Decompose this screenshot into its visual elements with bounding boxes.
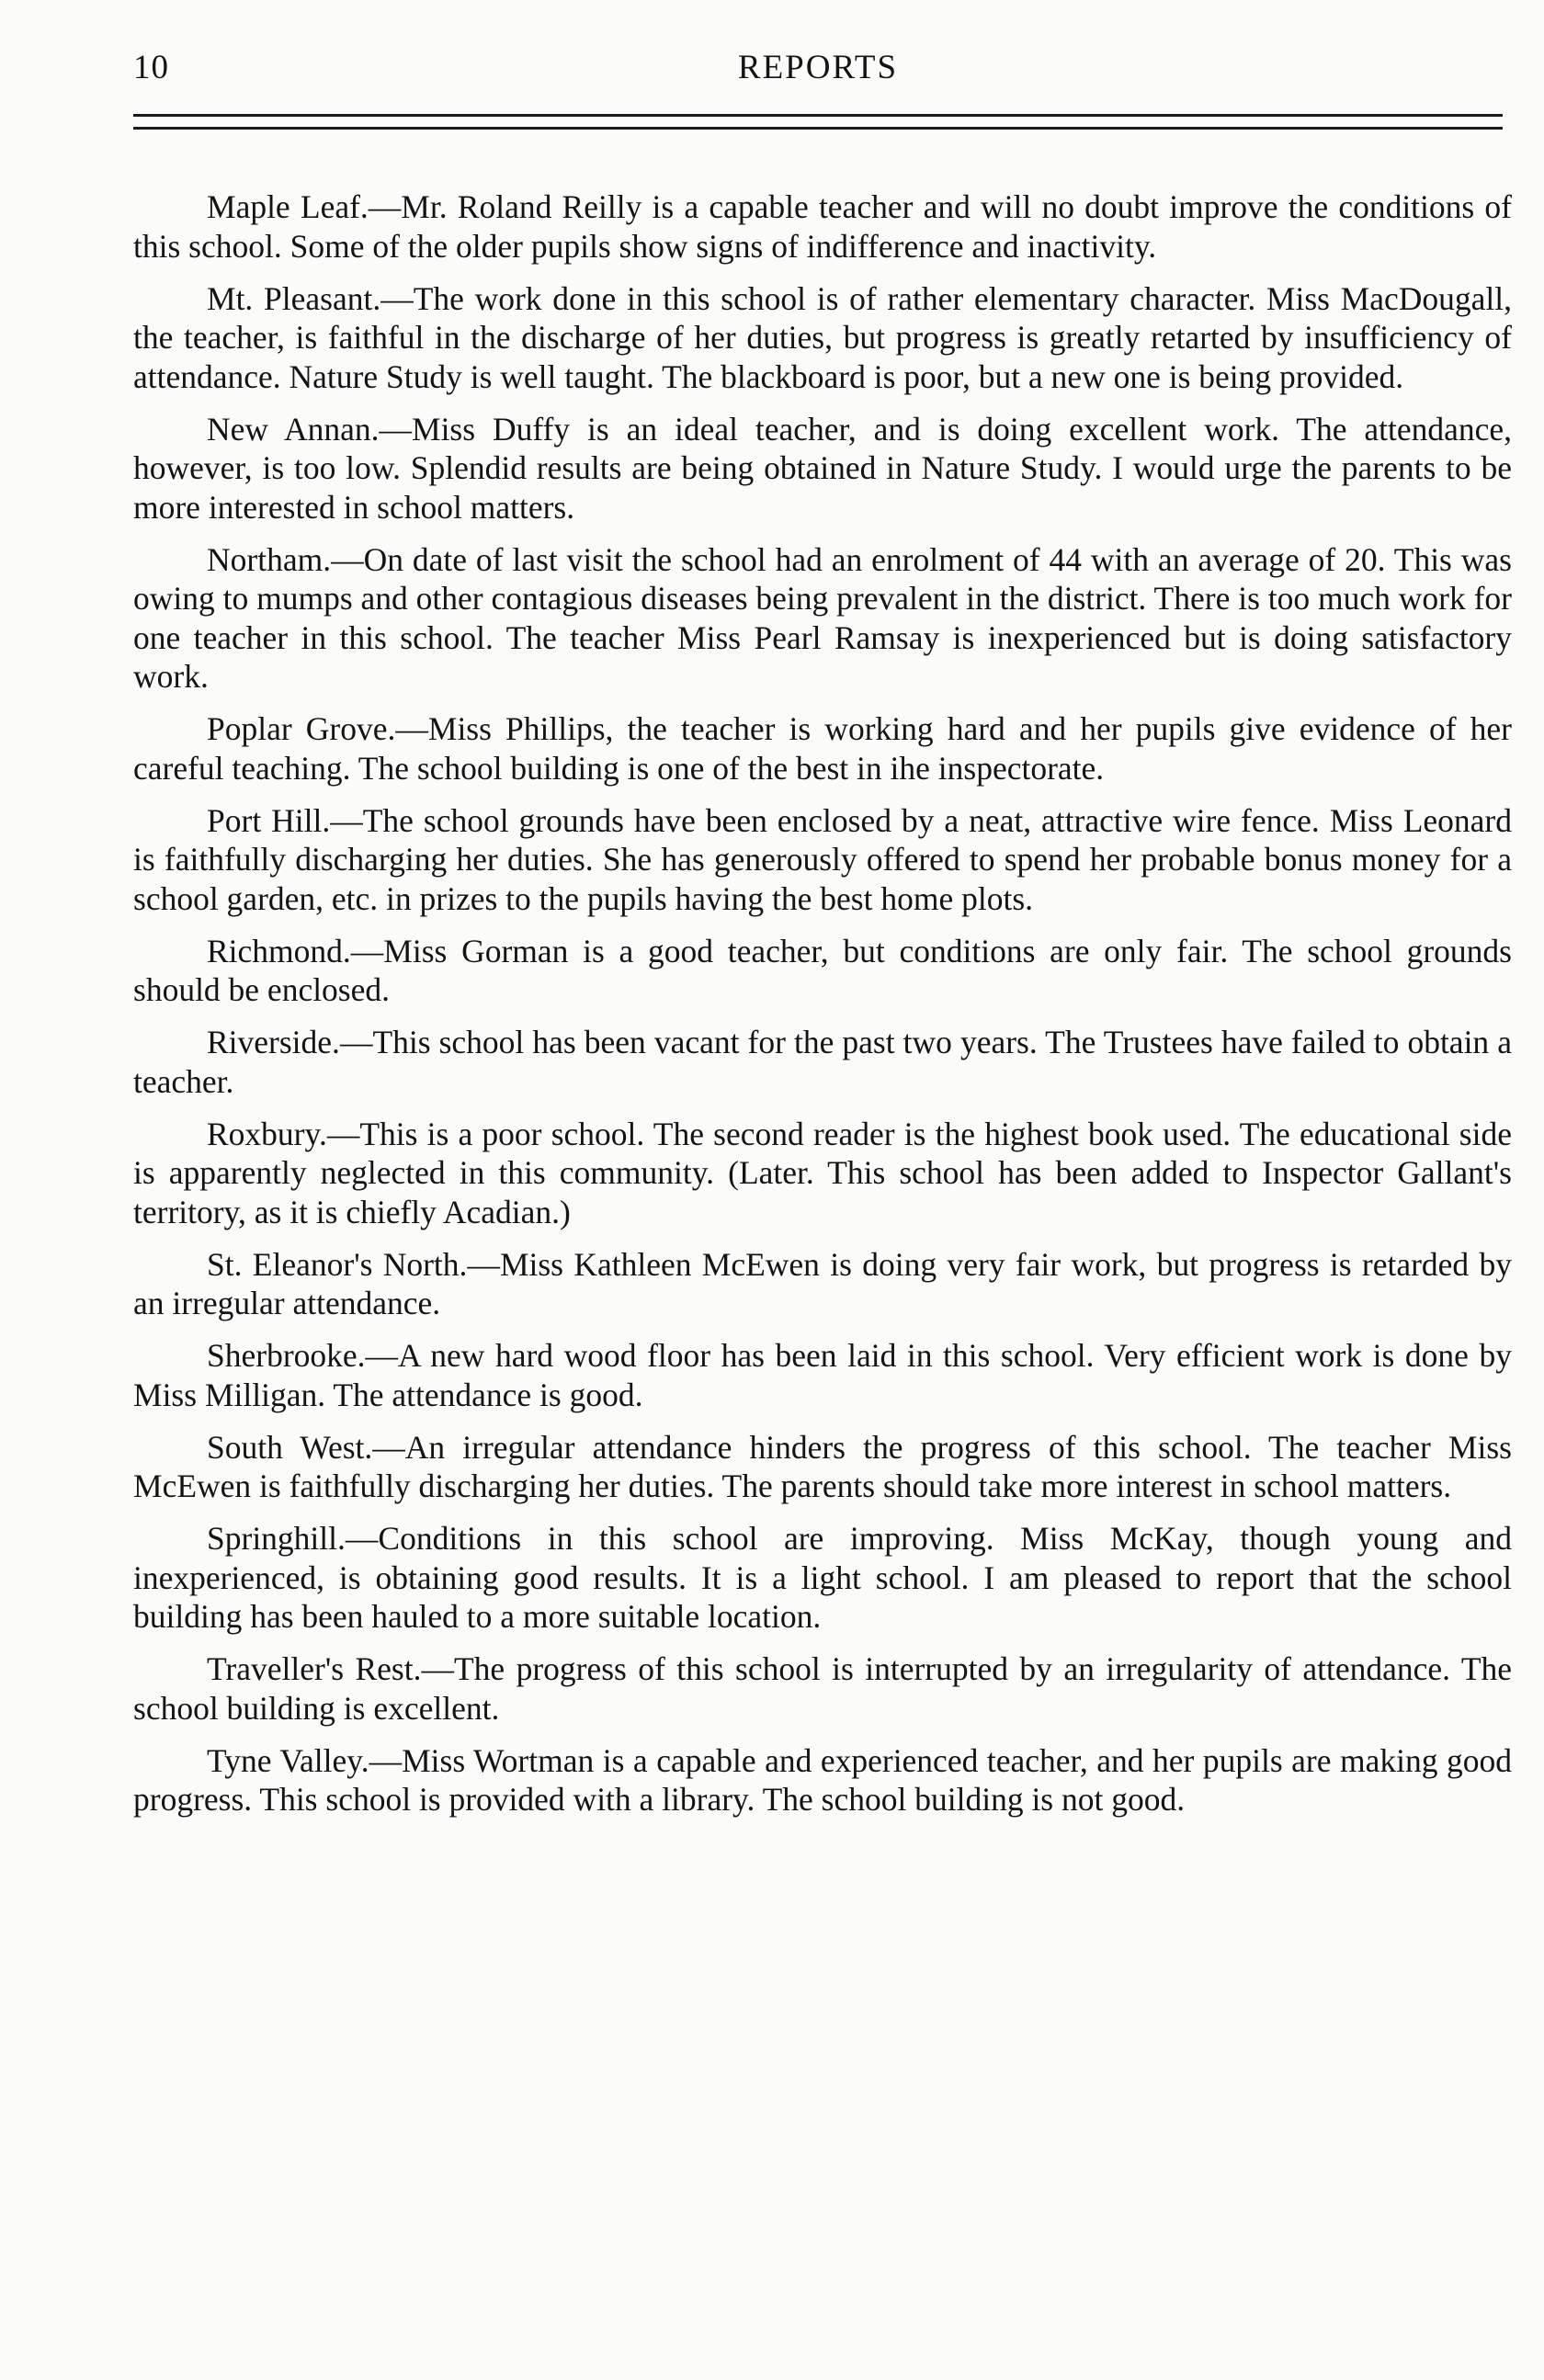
entry-maple-leaf — [133, 187, 1512, 266]
entry-place: Northam. — [207, 540, 332, 578]
report-body — [133, 187, 1512, 1832]
entry-place: Richmond. — [207, 932, 351, 969]
entry-text: —The work done in this school is of rather elementary character. Miss MacDougall, the teacher, is faithful in the discharge of her duties, but progress is greatly retarted by insufficiency of attendance. Nature Study is well taught. The blackboard is poor, but a new one is being provided. — [133, 279, 1513, 395]
entry-port-hill — [133, 801, 1512, 919]
entry-place: Riverside. — [207, 1024, 340, 1060]
entry-text: —An irregular attendance hinders the progress of this school. The teacher Miss McEwen is faithfully discharging her duties. The parents should take more interest in school matters. — [133, 1428, 1512, 1504]
entry-place: Traveller's Rest. — [207, 1650, 422, 1687]
entry-south-west — [133, 1428, 1512, 1506]
entry-richmond — [133, 932, 1512, 1010]
entry-text: —Miss Duffy is an ideal teacher, and is doing excellent work. The attendance, however, is too low. Splendid results are being obtained in Nature Study. I would urge the parents to be more interested in school matters. — [133, 410, 1513, 526]
entry-text: —The school grounds have been enclosed by a neat, attractive wire fence. Miss Leonard is faithfully discharging her duties. She has generously offered to spend her probable bonus money for a school garden, etc. in prizes to the pupils having the best home plots. — [133, 801, 1513, 917]
entry-text: —Miss Wortman is a capable and experienced teacher, and her pupils are making good progress. This school is provided with a library. The school building is not good. — [133, 1741, 1512, 1818]
entry-place: Sherbrooke. — [207, 1337, 366, 1374]
entry-riverside — [133, 1023, 1512, 1101]
entry-text: —Mr. Roland Reilly is a capable teacher and will no doubt improve the conditions of this school. Some of the older pupils show signs of indifference and inactivity. — [133, 188, 1512, 265]
entry-text: —Conditions in this school are improving. Miss McKay, though young and inexperienced, is obtaining good results. It is a light school. I am pleased to report that the school building has been hauled to a more suitable location. — [133, 1520, 1512, 1635]
entry-place: New Annan. — [207, 410, 380, 448]
entry-text: —This is a poor school. The second reader is the highest book used. The educational side is apparently neglected in this community. (Later. This school has been added to Inspector Gallant's territory, as it is chiefly Acadian.) — [133, 1115, 1512, 1230]
entry-place: Mt. Pleasant. — [207, 279, 381, 317]
entry-sherbrooke — [133, 1336, 1512, 1414]
entry-text: —A new hard wood floor has been laid in this school. Very efficient work is done by Miss Milligan. The attendance is good. — [133, 1337, 1512, 1413]
entry-springhill — [133, 1519, 1512, 1637]
entry-place: Maple Leaf. — [207, 188, 369, 225]
entry-travellers-rest — [133, 1649, 1512, 1728]
entry-place: Springhill. — [207, 1520, 346, 1557]
entry-mt-pleasant — [133, 279, 1512, 397]
entry-place: South West. — [207, 1428, 373, 1466]
entry-roxbury — [133, 1115, 1512, 1232]
entry-text: —On date of last visit the school had an enrolment of 44 with an average of 20. This was owing to mumps and other contagious diseases being prevalent in the district. There is too much work for one teacher in this school. The teacher Miss Pearl Ramsay is inexperienced but is doing satisfactory work. — [133, 540, 1512, 695]
running-title: REPORTS — [737, 49, 899, 86]
entry-place: Port Hill. — [207, 801, 331, 839]
entry-new-annan — [133, 410, 1512, 527]
entry-st-eleanors-north — [133, 1245, 1512, 1323]
entry-tyne-valley — [133, 1741, 1512, 1819]
entry-text: —Miss Kathleen McEwen is doing very fair work, but progress is retarded by an irregular attendance. — [133, 1245, 1513, 1321]
entry-text: —Miss Gorman is a good teacher, but conditions are only fair. The school grounds should be enclosed. — [133, 932, 1512, 1008]
entry-place: St. Eleanor's North. — [207, 1245, 468, 1283]
page-number: 10 — [133, 49, 169, 86]
entry-text: —This school has been vacant for the past two years. The Trustees have failed to obtain a teacher. — [133, 1024, 1512, 1100]
entry-poplar-grove — [133, 709, 1512, 788]
page-header — [133, 48, 1503, 94]
entry-text: —The progress of this school is interrupted by an irregularity of attendance. The school building is excellent. — [133, 1650, 1513, 1727]
header-rule-bottom — [133, 127, 1503, 130]
entry-text: —Miss Phillips, the teacher is working hard and her pupils give evidence of her careful teaching. The school building is one of the best in ihe inspectorate. — [133, 710, 1512, 787]
entry-place: Tyne Valley. — [207, 1741, 369, 1779]
entry-place: Roxbury. — [207, 1115, 327, 1152]
entry-northam — [133, 540, 1512, 697]
entry-place: Poplar Grove. — [207, 710, 396, 747]
header-rule-top — [133, 114, 1503, 117]
